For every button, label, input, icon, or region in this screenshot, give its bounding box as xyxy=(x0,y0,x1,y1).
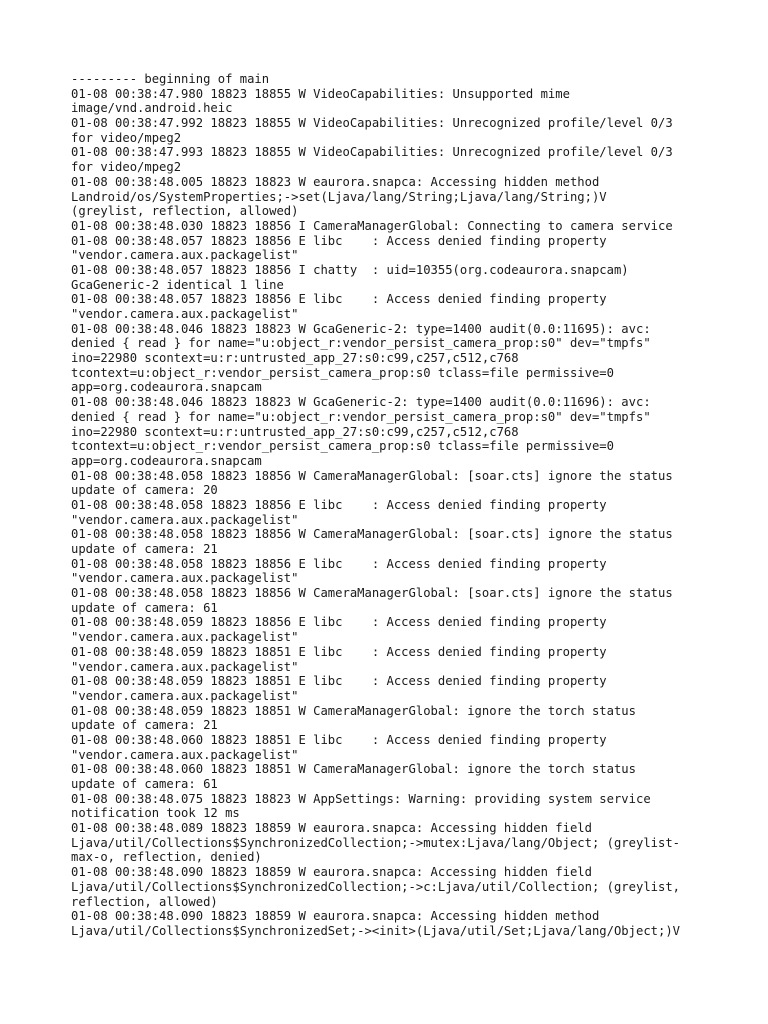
log-line: "vendor.camera.aux.packagelist" xyxy=(71,512,299,527)
log-line: 01-08 00:38:48.058 18823 18856 E libc : Access denied finding property xyxy=(71,556,607,571)
log-line: "vendor.camera.aux.packagelist" xyxy=(71,307,299,321)
log-line: tcontext=u:object_r:vendor_persist_camera_prop:s0 tclass=file permissive=0 xyxy=(71,365,614,380)
log-line: --------- beginning of main xyxy=(71,72,270,86)
log-line: 01-08 00:38:48.057 18823 18856 I chatty : uid=10355(org.codeaurora.snapcam) xyxy=(71,262,629,277)
log-line: reflection, allowed) xyxy=(71,894,218,909)
log-line: 01-08 00:38:48.057 18823 18856 E libc : Access denied finding property xyxy=(71,233,607,248)
log-line: 01-08 00:38:48.059 18823 18851 E libc : Access denied finding property xyxy=(71,674,607,689)
log-line: "vendor.camera.aux.packagelist" xyxy=(71,659,299,674)
log-line: 01-08 00:38:48.057 18823 18856 E libc : Access denied finding property xyxy=(71,292,607,307)
log-line: 01-08 00:38:48.058 18823 18856 W CameraManagerGlobal: [soar.cts] ignore the status xyxy=(71,468,673,483)
log-line: 01-08 00:38:48.030 18823 18856 I CameraManagerGlobal: Connecting to camera service xyxy=(71,218,673,233)
log-line: notification took 12 ms xyxy=(71,806,240,821)
log-line: 01-08 00:38:48.046 18823 18823 W GcaGeneric-2: type=1400 audit(0.0:11695): avc: xyxy=(71,321,651,336)
log-line: "vendor.camera.aux.packagelist" xyxy=(71,248,299,263)
log-line: update of camera: 21 xyxy=(71,718,218,733)
log-line: GcaGeneric-2 identical 1 line xyxy=(71,277,284,292)
log-line: 01-08 00:38:48.089 18823 18859 W eaurora.snapca: Accessing hidden field xyxy=(71,821,592,836)
log-line: 01-08 00:38:48.060 18823 18851 E libc : Access denied finding property xyxy=(71,732,607,747)
log-line: "vendor.camera.aux.packagelist" xyxy=(71,571,299,586)
log-line: update of camera: 61 xyxy=(71,777,218,791)
log-line: 01-08 00:38:48.090 18823 18859 W eaurora.snapca: Accessing hidden method xyxy=(71,909,600,924)
log-line: denied { read } for name="u:object_r:vendor_persist_camera_prop:s0" dev="tmpfs" xyxy=(71,336,651,351)
log-line: Ljava/util/Collections$SynchronizedCollection;->mutex:Ljava/lang/Object; (greylist- xyxy=(71,835,681,850)
log-line: 01-08 00:38:47.993 18823 18855 W VideoCapabilities: Unrecognized profile/level 0/3 xyxy=(71,145,673,160)
log-output xyxy=(71,72,761,939)
log-line: denied { read } for name="u:object_r:vendor_persist_camera_prop:s0" dev="tmpfs" xyxy=(71,409,651,424)
log-line: image/vnd.android.heic xyxy=(71,101,233,116)
log-line: 01-08 00:38:47.980 18823 18855 W VideoCapabilities: Unsupported mime xyxy=(71,86,570,101)
log-line: Ljava/util/Collections$SynchronizedCollection;->c:Ljava/util/Collection; (greylist, xyxy=(71,879,681,894)
log-line: 01-08 00:38:48.058 18823 18856 W CameraManagerGlobal: [soar.cts] ignore the status xyxy=(71,527,673,542)
log-line: (greylist, reflection, allowed) xyxy=(71,204,299,219)
log-line: for video/mpeg2 xyxy=(71,130,182,145)
log-line: 01-08 00:38:48.059 18823 18851 W CameraManagerGlobal: ignore the torch status xyxy=(71,703,636,718)
log-line: for video/mpeg2 xyxy=(71,160,182,175)
log-line: "vendor.camera.aux.packagelist" xyxy=(71,688,299,703)
log-line: update of camera: 20 xyxy=(71,483,218,498)
log-line: Landroid/os/SystemProperties;->set(Ljava/lang/String;Ljava/lang/String;)V xyxy=(71,189,607,204)
log-line: app=org.codeaurora.snapcam xyxy=(71,453,262,468)
log-line: 01-08 00:38:48.075 18823 18823 W AppSettings: Warning: providing system service xyxy=(71,791,651,806)
log-line: "vendor.camera.aux.packagelist" xyxy=(71,630,299,645)
log-line: app=org.codeaurora.snapcam xyxy=(71,380,262,395)
log-line: "vendor.camera.aux.packagelist" xyxy=(71,747,299,762)
log-line: 01-08 00:38:48.090 18823 18859 W eaurora.snapca: Accessing hidden field xyxy=(71,865,592,880)
log-line: max-o, reflection, denied) xyxy=(71,850,262,865)
log-line: 01-08 00:38:48.060 18823 18851 W CameraManagerGlobal: ignore the torch status xyxy=(71,762,636,777)
log-line: update of camera: 21 xyxy=(71,542,218,556)
log-line: ino=22980 scontext=u:r:untrusted_app_27:s0:c99,c257,c512,c768 xyxy=(71,351,519,366)
log-line: 01-08 00:38:47.992 18823 18855 W VideoCapabilities: Unrecognized profile/level 0/3 xyxy=(71,116,673,131)
log-line: 01-08 00:38:48.046 18823 18823 W GcaGeneric-2: type=1400 audit(0.0:11696): avc: xyxy=(71,395,651,410)
log-line: ino=22980 scontext=u:r:untrusted_app_27:s0:c99,c257,c512,c768 xyxy=(71,424,519,439)
log-line: 01-08 00:38:48.058 18823 18856 E libc : Access denied finding property xyxy=(71,497,607,512)
log-line: 01-08 00:38:48.059 18823 18851 E libc : Access denied finding property xyxy=(71,644,607,659)
log-line: tcontext=u:object_r:vendor_persist_camera_prop:s0 tclass=file permissive=0 xyxy=(71,439,614,454)
log-line: Ljava/util/Collections$SynchronizedSet;-><init>(Ljava/util/Set;Ljava/lang/Object;)V xyxy=(71,923,681,938)
log-line: 01-08 00:38:48.059 18823 18856 E libc : Access denied finding property xyxy=(71,615,607,630)
log-line: update of camera: 61 xyxy=(71,600,218,615)
log-line: 01-08 00:38:48.058 18823 18856 W CameraManagerGlobal: [soar.cts] ignore the status xyxy=(71,586,673,601)
log-line: 01-08 00:38:48.005 18823 18823 W eaurora.snapca: Accessing hidden method xyxy=(71,174,600,189)
